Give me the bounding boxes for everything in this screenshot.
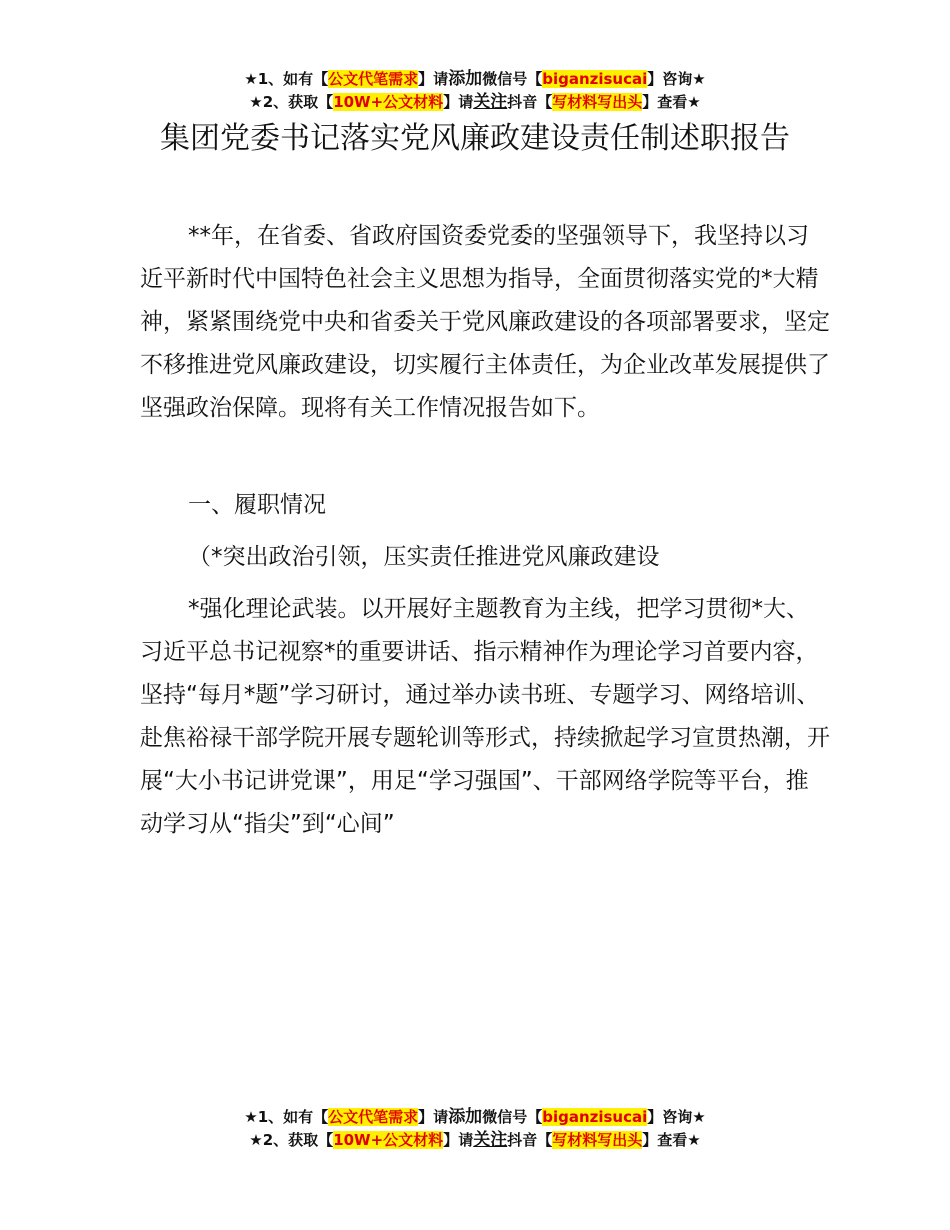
section-heading: 一、履职情况 (188, 492, 326, 518)
document-title: 集团党委书记落实党风廉政建设责任制述职报告 (160, 121, 790, 156)
intro-paragraph: **年，在省委、省政府国资委党委的坚强领导下，我坚持以习近平新时代中国特色社会主义思想为指导，全面贯彻落实党的*大精神，紧紧围绕党中央和省委关于党风廉政建设的各项部署要求，坚定不移推进党风廉政建设，切实履行主体责任，为企业改革发展提供了坚强政治保障。现将有关工作情况报告如下。 (140, 223, 830, 421)
promo-banner-top (0, 68, 950, 114)
highlight-service: 公文代笔需求 (328, 1108, 419, 1126)
promo-line-2: ★2、获取【10W+公文材料】请关注抖音【写材料写出头】查看★ (249, 92, 701, 112)
body-paragraph: *强化理论武装。以开展好主题教育为主线，把学习贯彻*大、习近平总书记视察*的重要讲话、指示精神作为理论学习首要内容，坚持“每月*题”学习研讨，通过举办读书班、专题学习、网络培训、赴焦裕禄干部学院开展专题轮训等形式，持续掀起学习宣贯热潮，开展“大小书记讲党课”，用足“学习强国”、干部网络学院等平台，推动学习从“指尖”到“心间” (140, 596, 830, 837)
highlight-douyin-account: 写材料写出头 (552, 1131, 643, 1149)
highlight-douyin-account: 写材料写出头 (552, 93, 643, 111)
highlight-wechat-id: biganzisucai (542, 70, 648, 88)
promo-line-1: ★1、如有【公文代笔需求】请添加微信号【biganzisucai】咨询★ (244, 69, 706, 89)
highlight-service: 公文代笔需求 (328, 70, 419, 88)
promo-banner-bottom (0, 1106, 950, 1152)
highlight-wechat-id: biganzisucai (542, 1108, 648, 1126)
promo-line-1: ★1、如有【公文代笔需求】请添加微信号【biganzisucai】咨询★ (244, 1107, 706, 1127)
subsection-heading: （*突出政治引领，压实责任推进党风廉政建设 (188, 544, 660, 570)
highlight-materials: 10W+公文材料 (333, 1131, 444, 1149)
promo-line-2: ★2、获取【10W+公文材料】请关注抖音【写材料写出头】查看★ (249, 1130, 701, 1150)
highlight-materials: 10W+公文材料 (333, 93, 444, 111)
